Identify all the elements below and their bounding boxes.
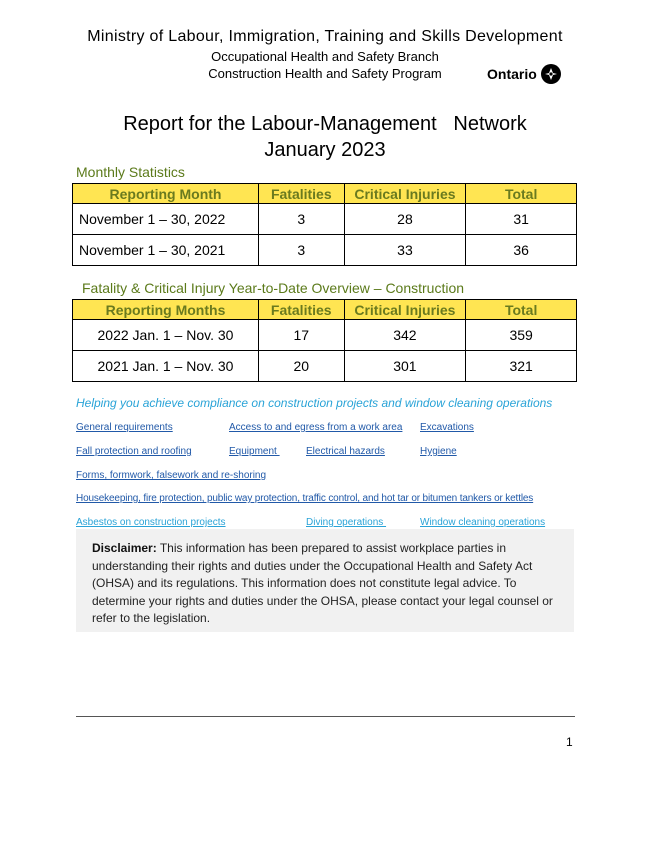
trillium-icon xyxy=(541,64,561,84)
link-housekeeping[interactable]: Housekeeping, fire protection, public way protection, traffic control, and hot tar or bitumen tankers or kettles xyxy=(76,493,534,504)
table-cell: 31 xyxy=(466,204,577,235)
link-equipment[interactable]: Equipment xyxy=(229,446,280,457)
column-header: Total xyxy=(466,300,577,320)
table-cell: 28 xyxy=(344,204,466,235)
table-cell: 321 xyxy=(466,351,577,382)
column-header: Critical Injuries xyxy=(344,300,466,320)
link-window-cleaning[interactable]: Window cleaning operations xyxy=(420,517,546,528)
table-cell: 20 xyxy=(258,351,344,382)
ontario-logo xyxy=(487,64,561,84)
table-cell: 17 xyxy=(258,320,344,351)
column-header: Reporting Months xyxy=(73,300,259,320)
link-hygiene[interactable]: Hygiene xyxy=(420,446,457,457)
table-header-row xyxy=(73,184,577,204)
table-cell: 3 xyxy=(259,204,345,235)
table-cell: November 1 – 30, 2021 xyxy=(73,235,259,266)
footer-divider xyxy=(76,716,575,717)
ministry-name: Ministry of Labour, Immigration, Training and Skills Development xyxy=(87,28,563,45)
page-number: 1 xyxy=(566,735,573,749)
report-title: Report for the Labour-Management Network xyxy=(123,113,527,135)
ontario-logo-text: Ontario xyxy=(487,66,537,82)
table-cell: 33 xyxy=(344,235,466,266)
table-cell: 342 xyxy=(344,320,466,351)
table-row xyxy=(73,320,577,351)
link-fall-protection[interactable]: Fall protection and roofing xyxy=(76,446,192,457)
link-access-egress[interactable]: Access to and egress from a work area xyxy=(229,422,403,433)
table-cell: 2022 Jan. 1 – Nov. 30 xyxy=(73,320,259,351)
report-date: January 2023 xyxy=(264,139,386,161)
link-asbestos[interactable]: Asbestos on construction projects xyxy=(76,517,226,528)
branch-name: Occupational Health and Safety Branch xyxy=(211,49,439,64)
link-forms-formwork[interactable]: Forms, formwork, falsework and re-shoring xyxy=(76,470,267,481)
monthly-statistics-heading: Monthly Statistics xyxy=(76,164,185,180)
table-cell: 2021 Jan. 1 – Nov. 30 xyxy=(73,351,259,382)
ytd-overview-table xyxy=(72,299,577,382)
disclaimer-label: Disclaimer: xyxy=(92,541,157,555)
disclaimer-box xyxy=(76,529,574,632)
table-cell: 301 xyxy=(344,351,466,382)
column-header: Total xyxy=(466,184,577,204)
program-name: Construction Health and Safety Program xyxy=(208,66,442,81)
link-general-requirements[interactable]: General requirements xyxy=(76,422,173,433)
table-row xyxy=(73,204,577,235)
column-header: Fatalities xyxy=(258,300,344,320)
ytd-overview-heading: Fatality & Critical Injury Year-to-Date Overview – Construction xyxy=(82,280,465,296)
table-cell: November 1 – 30, 2022 xyxy=(73,204,259,235)
disclaimer-text: This information has been prepared to assist workplace parties in understanding their rights and duties under the Occupational Health and Safety Act (OHSA) and its regulations. This information does not constitute legal advice. To determine your rights and duties under the OHSA, please contact your legal counsel or refer to the legislation. xyxy=(92,541,553,625)
table-row xyxy=(73,235,577,266)
link-diving-operations[interactable]: Diving operations xyxy=(306,517,387,528)
table-header-row xyxy=(73,300,577,320)
compliance-heading: Helping you achieve compliance on construction projects and window cleaning operations xyxy=(76,396,553,410)
column-header: Reporting Month xyxy=(73,184,259,204)
column-header: Critical Injuries xyxy=(344,184,466,204)
table-row xyxy=(73,351,577,382)
column-header: Fatalities xyxy=(259,184,345,204)
table-cell: 36 xyxy=(466,235,577,266)
table-cell: 359 xyxy=(466,320,577,351)
monthly-statistics-table xyxy=(72,183,577,266)
table-cell: 3 xyxy=(259,235,345,266)
link-electrical-hazards[interactable]: Electrical hazards xyxy=(306,446,385,457)
link-excavations[interactable]: Excavations xyxy=(420,422,474,433)
